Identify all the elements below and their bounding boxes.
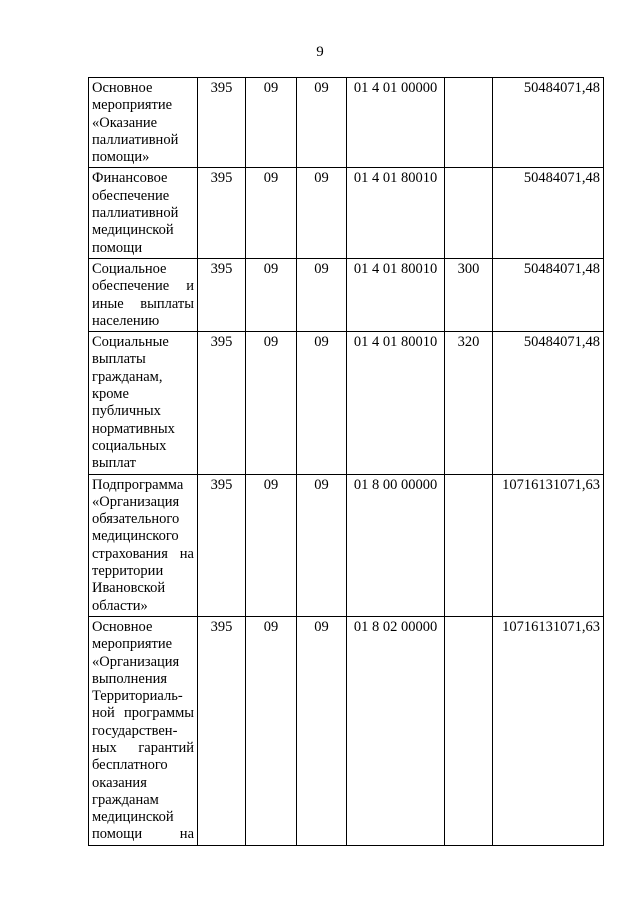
expense-type-cell [445, 78, 493, 168]
item-name-line: помощи» [92, 149, 150, 166]
item-name-line: государствен- [92, 722, 178, 739]
item-name-line: мероприятие [92, 97, 173, 114]
item-name-line: гражданам [92, 791, 159, 808]
item-name-line: страхования на [92, 545, 194, 562]
target-article-cell: 01 4 01 00000 [347, 78, 445, 168]
expense-type-cell [445, 616, 493, 845]
item-name-line: помощи на [92, 826, 194, 843]
amount-cell: 10716131071,63 [493, 474, 604, 616]
expense-type-cell: 320 [445, 332, 493, 474]
item-name-line: социальных [92, 437, 167, 454]
table-row [89, 616, 604, 845]
item-name-line: выплат [92, 455, 136, 472]
item-name-line: медицинской [92, 222, 174, 239]
table-row [89, 332, 604, 474]
item-name-line: ной программы [92, 705, 194, 722]
table-row [89, 78, 604, 168]
budget-table [88, 77, 604, 846]
page-number: 9 [316, 44, 324, 60]
item-name-line: «Организация [92, 493, 180, 510]
item-name-line: Социальное [92, 260, 167, 277]
item-name-cell [89, 332, 198, 474]
item-name-line: обеспечение и [92, 278, 194, 295]
item-name-line: обеспечение [92, 187, 170, 204]
item-name-line: оказания [92, 774, 147, 791]
item-name-cell [89, 78, 198, 168]
section-code-cell: 09 [246, 168, 297, 258]
item-name-line: кроме [92, 386, 129, 403]
item-name-line: «Оказание [92, 114, 158, 131]
expense-type-cell [445, 168, 493, 258]
target-article-cell: 01 4 01 80010 [347, 168, 445, 258]
table-row [89, 168, 604, 258]
item-name-line: выполнения [92, 670, 168, 687]
item-name-line: иные выплаты [92, 295, 194, 312]
item-name-line: населению [92, 312, 160, 329]
target-article-cell: 01 8 00 00000 [347, 474, 445, 616]
item-name-cell [89, 258, 198, 331]
table-row [89, 474, 604, 616]
section-code-cell: 09 [246, 332, 297, 474]
item-name-line: мероприятие [92, 636, 173, 653]
amount-cell: 50484071,48 [493, 332, 604, 474]
item-name-line: Территориаль- [92, 688, 183, 705]
item-name-line: Финансовое [92, 170, 168, 187]
item-name-line: Основное [92, 618, 153, 635]
subsection-code-cell: 09 [297, 258, 347, 331]
amount-cell: 50484071,48 [493, 258, 604, 331]
item-name-line: медицинского [92, 528, 179, 545]
item-name-line: Основное [92, 80, 153, 96]
ministry-code-cell: 395 [198, 332, 246, 474]
amount-cell: 50484071,48 [493, 168, 604, 258]
item-name-cell [89, 616, 198, 845]
item-name-line: обязательного [92, 511, 180, 528]
amount-cell: 50484071,48 [493, 78, 604, 168]
ministry-code-cell: 395 [198, 474, 246, 616]
ministry-code-cell: 395 [198, 616, 246, 845]
item-name-line: паллиативной [92, 205, 179, 222]
item-name-line: публичных [92, 403, 161, 420]
section-code-cell: 09 [246, 474, 297, 616]
item-name-line: бесплатного [92, 757, 168, 774]
item-name-cell [89, 168, 198, 258]
section-code-cell: 09 [246, 616, 297, 845]
item-name-line: Ивановской [92, 580, 166, 597]
table-row [89, 258, 604, 331]
subsection-code-cell: 09 [297, 168, 347, 258]
ministry-code-cell: 395 [198, 168, 246, 258]
subsection-code-cell: 09 [297, 616, 347, 845]
item-name-line: области» [92, 597, 148, 614]
target-article-cell: 01 8 02 00000 [347, 616, 445, 845]
subsection-code-cell: 09 [297, 474, 347, 616]
item-name-line: паллиативной [92, 131, 179, 148]
target-article-cell: 01 4 01 80010 [347, 258, 445, 331]
section-code-cell: 09 [246, 258, 297, 331]
ministry-code-cell: 395 [198, 258, 246, 331]
item-name-line: нормативных [92, 420, 175, 437]
item-name-line: ных гарантий [92, 739, 194, 756]
item-name-line: гражданам, [92, 368, 163, 385]
item-name-line: выплаты [92, 351, 146, 368]
budget-table-body [89, 78, 604, 846]
expense-type-cell: 300 [445, 258, 493, 331]
item-name-line: территории [92, 563, 164, 580]
item-name-line: медицинской [92, 809, 174, 826]
section-code-cell: 09 [246, 78, 297, 168]
item-name-cell [89, 474, 198, 616]
subsection-code-cell: 09 [297, 78, 347, 168]
item-name-line: помощи [92, 239, 143, 256]
expense-type-cell [445, 474, 493, 616]
subsection-code-cell: 09 [297, 332, 347, 474]
item-name-line: Подпрограмма [92, 476, 184, 493]
item-name-line: Социальные [92, 334, 169, 351]
target-article-cell: 01 4 01 80010 [347, 332, 445, 474]
item-name-line: «Организация [92, 653, 180, 670]
ministry-code-cell: 395 [198, 78, 246, 168]
amount-cell: 10716131071,63 [493, 616, 604, 845]
